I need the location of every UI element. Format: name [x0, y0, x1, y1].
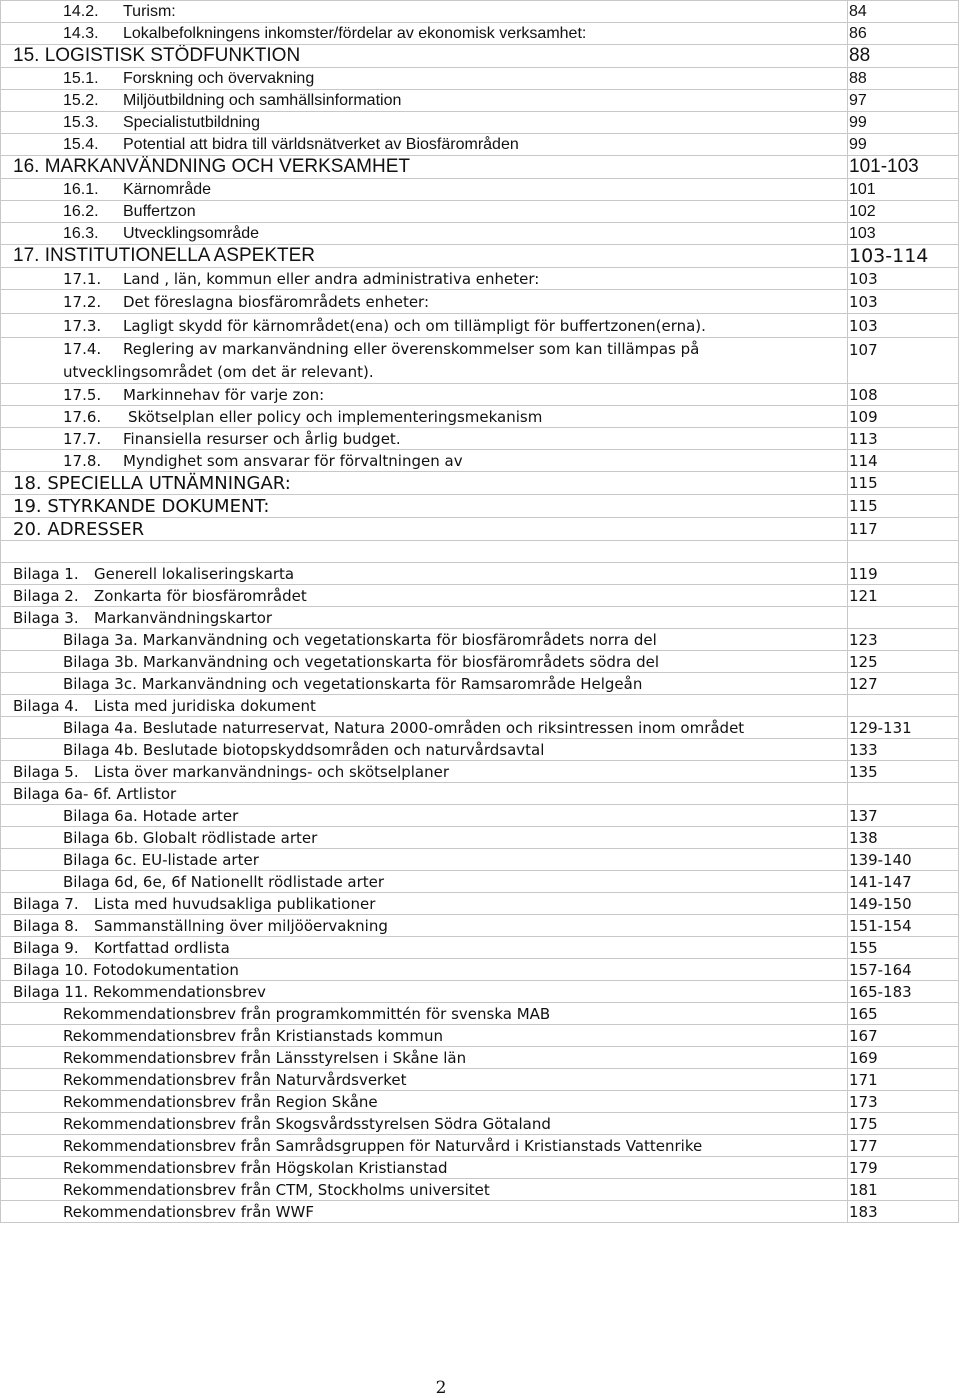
toc-row: [1, 651, 959, 673]
toc-row: [1, 959, 959, 981]
toc-row: [1, 45, 959, 68]
toc-page: 113: [848, 428, 959, 450]
toc-page: 103: [848, 290, 959, 314]
toc-number: Bilaga 8.: [13, 916, 79, 935]
toc-number: 17.6.: [63, 407, 102, 426]
toc-number: Bilaga 3.: [13, 608, 79, 627]
toc-page: 173: [848, 1091, 959, 1113]
toc-number: 18.: [13, 472, 42, 494]
toc-number: 16.3.: [63, 224, 99, 242]
toc-title: Lista med huvudsakliga publikationer: [94, 894, 376, 913]
toc-page: 107: [848, 338, 959, 384]
toc-page: 141-147: [848, 871, 959, 893]
toc-page: 103: [848, 223, 959, 245]
toc-page: [848, 607, 959, 629]
toc-row: [1, 1113, 959, 1135]
toc-row: [1, 893, 959, 915]
toc-row: [1, 1135, 959, 1157]
toc-row: [1, 290, 959, 314]
toc-title: Rekommendationsbrev från Region Skåne: [63, 1092, 378, 1111]
toc-title: Rekommendationsbrev från Skogsvårdsstyrelsen Södra Götaland: [63, 1114, 551, 1133]
toc-number: 17.1.: [63, 269, 102, 288]
toc-row: [1, 1157, 959, 1179]
toc-title: MARKANVÄNDNING OCH VERKSAMHET: [44, 156, 410, 177]
toc-row: [1, 607, 959, 629]
toc-row: [1, 495, 959, 518]
toc-page: 117: [848, 518, 959, 541]
toc-row: [1, 1069, 959, 1091]
toc-page: 103: [848, 268, 959, 290]
toc-row: [1, 268, 959, 290]
toc-title: Markinnehav för varje zon:: [123, 385, 325, 404]
toc-number: Bilaga 1.: [13, 564, 79, 583]
toc-title: STYRKANDE DOKUMENT:: [47, 495, 270, 517]
toc-number: 16.: [13, 156, 40, 177]
toc-row: [1, 90, 959, 112]
toc-page: 127: [848, 673, 959, 695]
toc-page: 179: [848, 1157, 959, 1179]
toc-title: Rekommendationsbrev från CTM, Stockholms universitet: [63, 1180, 490, 1199]
toc-number: 20.: [13, 518, 42, 540]
toc-title: Lagligt skydd för kärnområdet(ena) och om tillämpligt för buffertzonen(erna).: [123, 316, 706, 335]
toc-title: Rekommendationsbrev från Samrådsgruppen för Naturvård i Kristianstads Vattenrike: [63, 1136, 703, 1155]
toc-number: 17.5.: [63, 385, 102, 404]
toc-page: 103: [848, 314, 959, 338]
toc-title: Markanvändningskartor: [94, 608, 273, 627]
toc-row: [1, 179, 959, 201]
toc-page: 149-150: [848, 893, 959, 915]
toc-title: Specialistutbildning: [123, 113, 260, 131]
toc-page: 88: [848, 45, 959, 68]
toc-row: [1, 1091, 959, 1113]
toc-row: [1, 1025, 959, 1047]
toc-title: Sammanställning över miljööervakning: [94, 916, 388, 935]
toc-row: [1, 112, 959, 134]
toc-blank-row: [1, 541, 959, 563]
toc-number: Bilaga 11.: [13, 982, 89, 1001]
toc-number: 15.4.: [63, 135, 99, 153]
toc-title: Bilaga 6a- 6f. Artlistor: [13, 784, 177, 803]
toc-title: Bilaga 3b. Markanvändning och vegetationskarta för biosfärområdets södra del: [63, 652, 659, 671]
toc-title: Miljöutbildning och samhällsinformation: [123, 91, 402, 109]
toc-row: [1, 134, 959, 156]
toc-title: Bilaga 3c. Markanvändning och vegetationskarta för Ramsarområde Helgeån: [63, 674, 643, 693]
toc-page: 129-131: [848, 717, 959, 739]
toc-title: Det föreslagna biosfärområdets enheter:: [123, 292, 430, 311]
toc-page: 137: [848, 805, 959, 827]
toc-number: 17.3.: [63, 316, 102, 335]
toc-page: 175: [848, 1113, 959, 1135]
toc-page: 109: [848, 406, 959, 428]
toc-title: Bilaga 3a. Markanvändning och vegetationskarta för biosfärområdets norra del: [63, 630, 657, 649]
toc-number: Bilaga 2.: [13, 586, 79, 605]
toc-title: Myndighet som ansvarar för förvaltningen av: [123, 451, 463, 470]
toc-title: Rekommendationsbrev från Högskolan Kristianstad: [63, 1158, 448, 1177]
toc-title: Rekommendationsbrev från programkommittén för svenska MAB: [63, 1004, 551, 1023]
toc-number: Bilaga 9.: [13, 938, 79, 957]
toc-page: 99: [848, 134, 959, 156]
toc-number: 16.2.: [63, 202, 99, 220]
toc-number: 15.: [13, 45, 40, 66]
toc-title: Rekommendationsbrev från Naturvårdsverket: [63, 1070, 407, 1089]
toc-row: [1, 761, 959, 783]
toc-page: 157-164: [848, 959, 959, 981]
toc-row: [1, 1201, 959, 1223]
toc-title: Potential att bidra till världsnätverket av Biosfärområden: [123, 135, 519, 153]
toc-page: 119: [848, 563, 959, 585]
toc-page: 155: [848, 937, 959, 959]
toc-page: 115: [848, 472, 959, 495]
toc-page: 97: [848, 90, 959, 112]
toc-page: 125: [848, 651, 959, 673]
toc-page: 183: [848, 1201, 959, 1223]
toc-title: Kärnområde: [123, 180, 212, 198]
toc-title: Bilaga 6c. EU-listade arter: [63, 850, 259, 869]
toc-page: 171: [848, 1069, 959, 1091]
toc-title: Lokalbefolkningens inkomster/fördelar av ekonomisk verksamhet:: [123, 24, 587, 42]
toc-title: Turism:: [123, 2, 176, 20]
toc-page: 167: [848, 1025, 959, 1047]
toc-title: Forskning och övervakning: [123, 69, 315, 87]
toc-row: [1, 201, 959, 223]
toc-title: Bilaga 4b. Beslutade biotopskyddsområden och naturvårdsavtal: [63, 740, 545, 759]
toc-row: [1, 156, 959, 179]
toc-page: 123: [848, 629, 959, 651]
toc-page: 103-114: [848, 245, 959, 268]
toc-title: Land , län, kommun eller andra administrativa enheter:: [123, 269, 540, 288]
toc-number: 15.3.: [63, 113, 99, 131]
toc-page: 114: [848, 450, 959, 472]
toc-row: [1, 1179, 959, 1201]
toc-title: INSTITUTIONELLA ASPEKTER: [44, 245, 315, 266]
toc-row: [1, 937, 959, 959]
toc-row: [1, 827, 959, 849]
toc-row: [1, 739, 959, 761]
toc-page: 88: [848, 68, 959, 90]
toc-row: [1, 585, 959, 607]
toc-title: Skötselplan eller policy och implementeringsmekanism: [128, 407, 543, 426]
toc-row: [1, 472, 959, 495]
toc-number: 17.7.: [63, 429, 102, 448]
toc-number: 17.2.: [63, 292, 102, 311]
toc-number: 19.: [13, 495, 42, 517]
toc-row: [1, 563, 959, 585]
toc-number: 17.4.: [63, 340, 102, 358]
toc-number: 14.3.: [63, 24, 99, 42]
toc-title: Generell lokaliseringskarta: [94, 564, 295, 583]
toc-row: [1, 518, 959, 541]
toc-row: [1, 673, 959, 695]
toc-page: 101: [848, 179, 959, 201]
toc-page: 165: [848, 1003, 959, 1025]
toc-page: 101-103: [848, 156, 959, 179]
toc-page: [848, 783, 959, 805]
toc-number: 17.8.: [63, 451, 102, 470]
toc-title: LOGISTISK STÖDFUNKTION: [44, 45, 301, 66]
toc-title: Buffertzon: [123, 202, 196, 220]
toc-title: Zonkarta för biosfärområdet: [94, 586, 307, 605]
toc-number: 15.2.: [63, 91, 99, 109]
toc-number: Bilaga 7.: [13, 894, 79, 913]
toc-row: [1, 450, 959, 472]
toc-title: Lista med juridiska dokument: [94, 696, 316, 715]
toc-page: 86: [848, 23, 959, 45]
toc-title: Bilaga 6b. Globalt rödlistade arter: [63, 828, 318, 847]
toc-row: [1, 981, 959, 1003]
toc-title: Rekommendationsbrev: [92, 982, 266, 1001]
toc-page: 121: [848, 585, 959, 607]
toc-row: [1, 1, 959, 23]
toc-page: [848, 695, 959, 717]
page-number: 2: [435, 1378, 447, 1398]
toc-row: [1, 1003, 959, 1025]
toc-row: [1, 871, 959, 893]
toc-title: Rekommendationsbrev från Länsstyrelsen i Skåne län: [63, 1048, 467, 1067]
toc-page: 135: [848, 761, 959, 783]
toc-title: Rekommendationsbrev från Kristianstads kommun: [63, 1026, 443, 1045]
toc-row: [1, 23, 959, 45]
toc-number: Bilaga 5.: [13, 762, 79, 781]
toc-row: [1, 338, 959, 384]
toc-page: 181: [848, 1179, 959, 1201]
toc-title: Fotodokumentation: [92, 960, 239, 979]
toc-row: [1, 915, 959, 937]
toc-row: [1, 1047, 959, 1069]
toc-row: [1, 384, 959, 406]
toc-row: [1, 68, 959, 90]
toc-page: 84: [848, 1, 959, 23]
toc-title: Reglering av markanvändning eller överenskommelser som kan tillämpas på utvecklingsområdet (om det är relevant).: [63, 340, 700, 381]
toc-row: [1, 223, 959, 245]
toc-title: Lista över markanvändnings- och skötselplaner: [94, 762, 450, 781]
toc-page: 151-154: [848, 915, 959, 937]
toc-row: [1, 245, 959, 268]
toc-row: [1, 717, 959, 739]
toc-row: [1, 849, 959, 871]
toc-page: 99: [848, 112, 959, 134]
toc-row: [1, 314, 959, 338]
toc-title: Bilaga 6a. Hotade arter: [63, 806, 239, 825]
toc-title: Bilaga 4a. Beslutade naturreservat, Natura 2000-områden och riksintressen inom området: [63, 718, 745, 737]
toc-page: 102: [848, 201, 959, 223]
toc-title: Bilaga 6d, 6e, 6f Nationellt rödlistade arter: [63, 872, 385, 891]
toc-number: Bilaga 4.: [13, 696, 79, 715]
toc-row: [1, 406, 959, 428]
toc-number: Bilaga 10.: [13, 960, 89, 979]
toc-number: 16.1.: [63, 180, 99, 198]
toc-title: Utvecklingsområde: [123, 224, 260, 242]
toc-row: [1, 805, 959, 827]
toc-number: 14.2.: [63, 2, 99, 20]
toc-title: ADRESSER: [47, 518, 145, 540]
toc-page: 133: [848, 739, 959, 761]
toc-row: [1, 629, 959, 651]
toc-title: Finansiella resurser och årlig budget.: [123, 429, 401, 448]
toc-row: [1, 695, 959, 717]
toc-title: Kortfattad ordlista: [94, 938, 230, 957]
toc-page: 108: [848, 384, 959, 406]
toc-row: [1, 783, 959, 805]
toc-page: 138: [848, 827, 959, 849]
toc-title: SPECIELLA UTNÄMNINGAR:: [47, 472, 291, 494]
toc-page: 177: [848, 1135, 959, 1157]
toc-page: 165-183: [848, 981, 959, 1003]
toc-page: 115: [848, 495, 959, 518]
toc-title: Rekommendationsbrev från WWF: [63, 1202, 314, 1221]
toc-row: [1, 428, 959, 450]
toc-number: 15.1.: [63, 69, 99, 87]
toc-page: 169: [848, 1047, 959, 1069]
toc-number: 17.: [13, 245, 40, 266]
toc-page: 139-140: [848, 849, 959, 871]
